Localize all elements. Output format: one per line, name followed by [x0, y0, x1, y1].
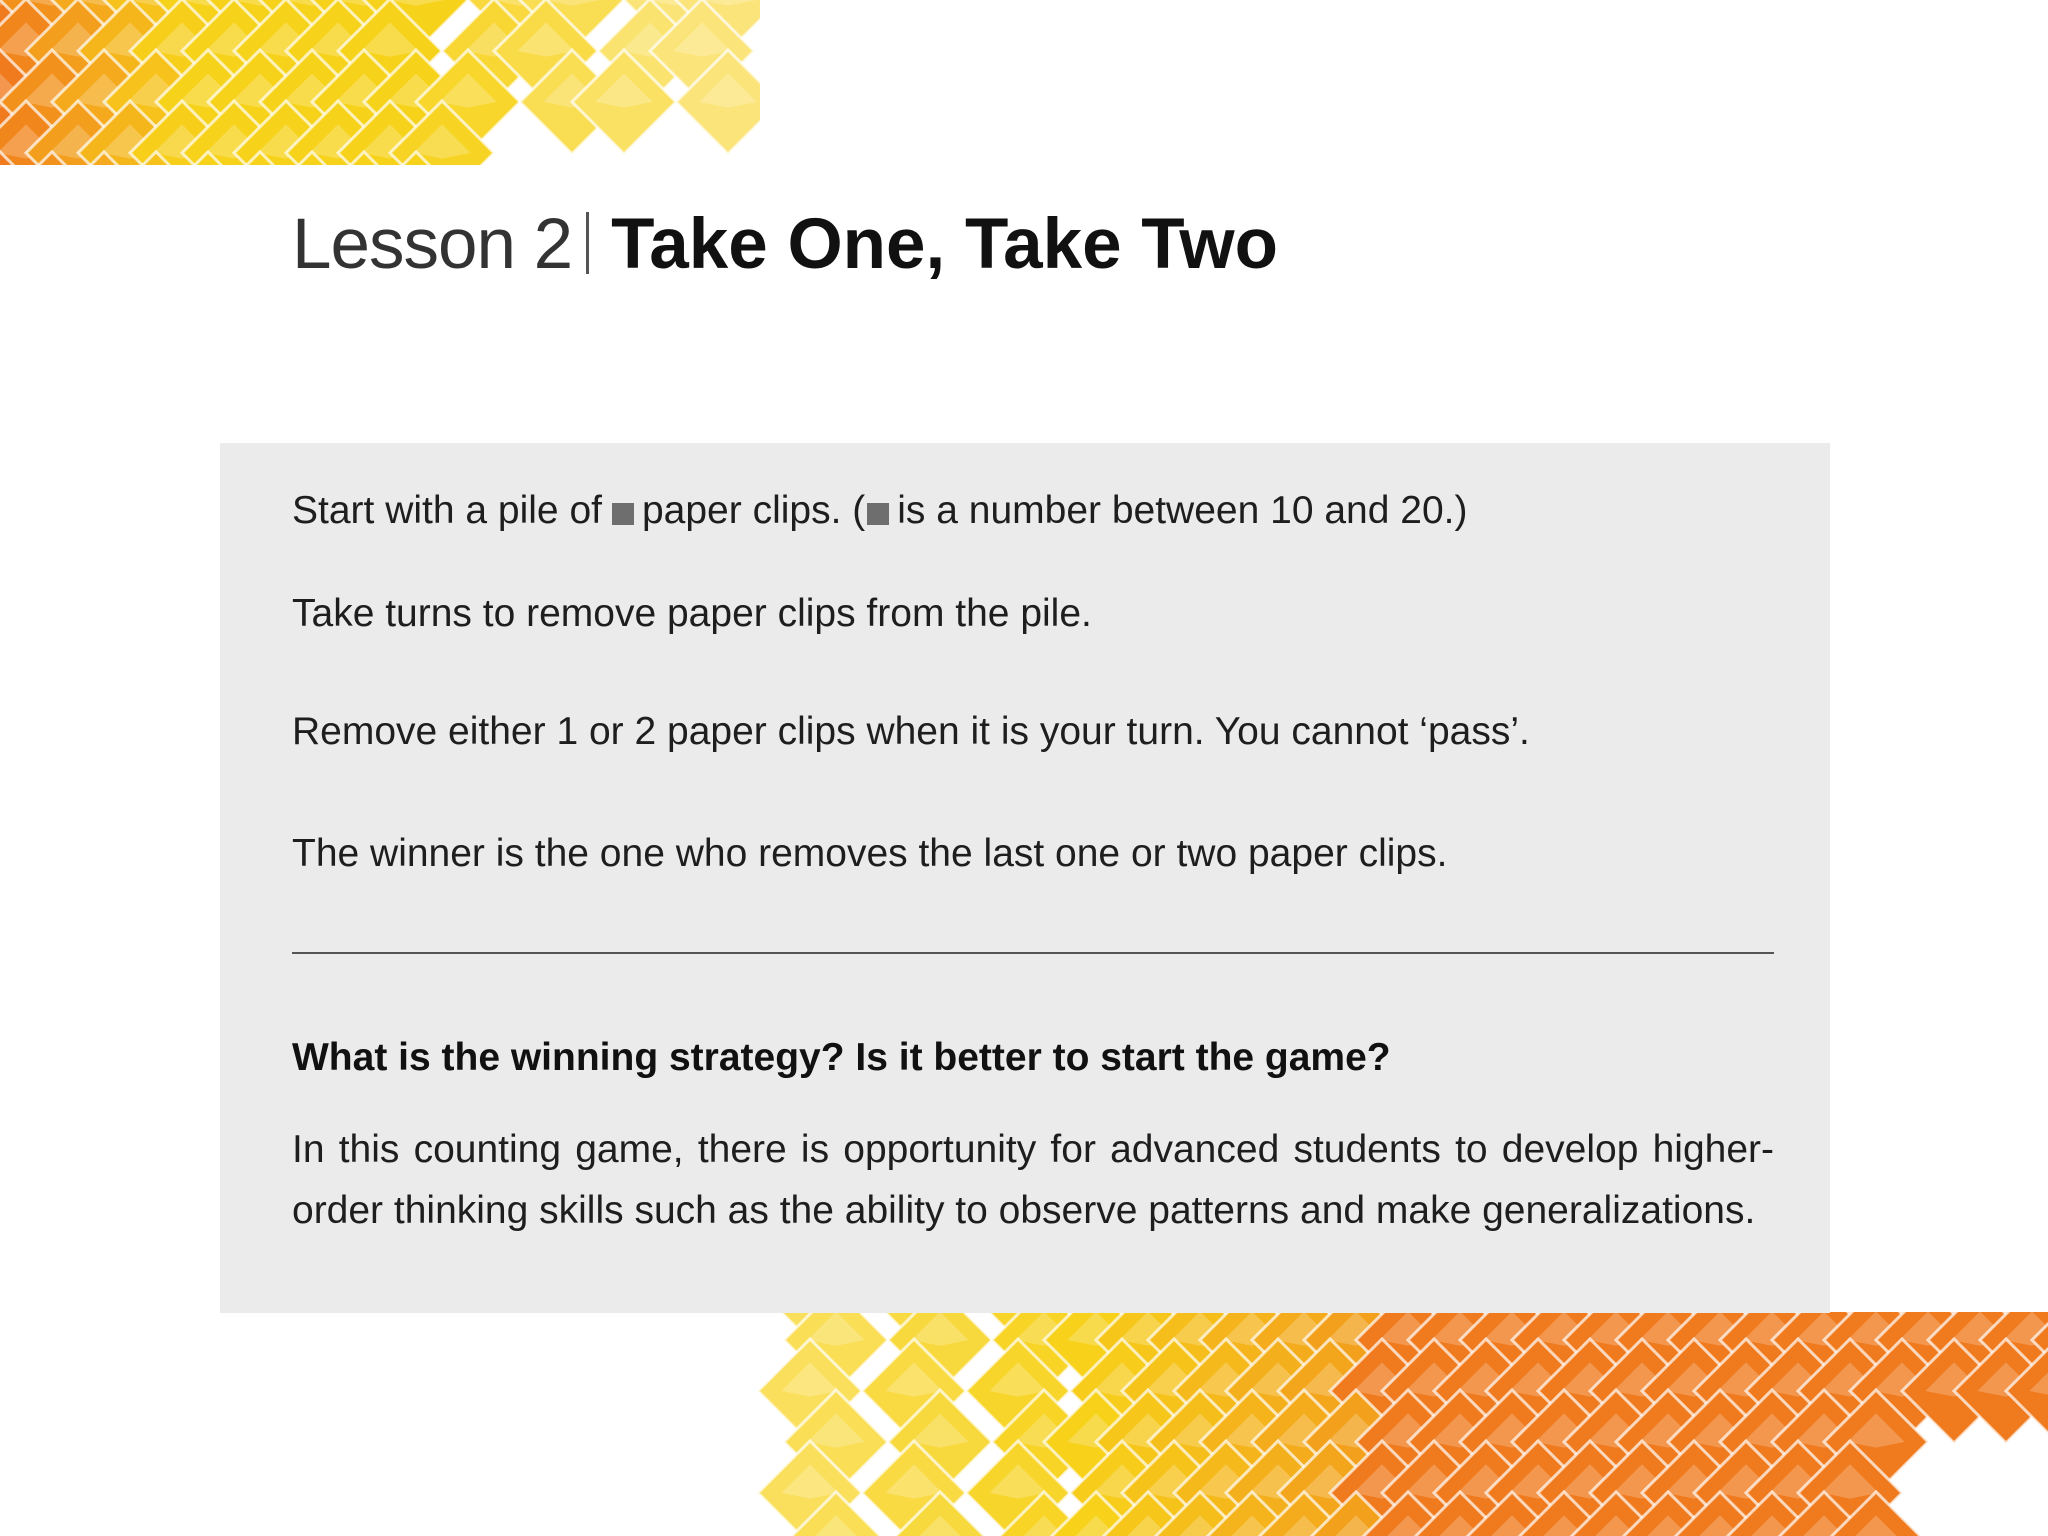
description-paragraph: In this counting game, there is opportunity for advanced students to develop higher-order thinking skills such as the ability to observe patterns and make generalizations. [292, 1128, 1774, 1232]
divider [292, 952, 1774, 954]
rule-line-1-text-c: is a number between 10 and 20.) [897, 489, 1468, 532]
rule-line-3: Remove either 1 or 2 paper clips when it is your turn. You cannot ‘pass’. [292, 710, 1530, 753]
rule-line-1-text-a: Start with a pile of [292, 489, 602, 532]
decorative-tile-pattern-bottom [680, 1312, 2048, 1536]
rule-line-2: Take turns to remove paper clips from the pile. [292, 592, 1092, 635]
rule-line-1 [292, 488, 1467, 534]
instructions-panel [220, 443, 1830, 1313]
decorative-tile-pattern-top [0, 0, 760, 165]
page-title [292, 205, 1278, 285]
title-separator [586, 212, 589, 274]
rule-line-4: The winner is the one who removes the last one or two paper clips. [292, 832, 1448, 875]
lesson-number: Lesson 2 [292, 205, 573, 284]
placeholder-square-icon [612, 503, 634, 525]
rule-line-1-text-b: paper clips. ( [641, 489, 866, 532]
lesson-title: Take One, Take Two [611, 205, 1278, 284]
placeholder-square-icon [867, 503, 889, 525]
question-heading: What is the winning strategy? Is it better to start the game? [292, 1036, 1391, 1079]
